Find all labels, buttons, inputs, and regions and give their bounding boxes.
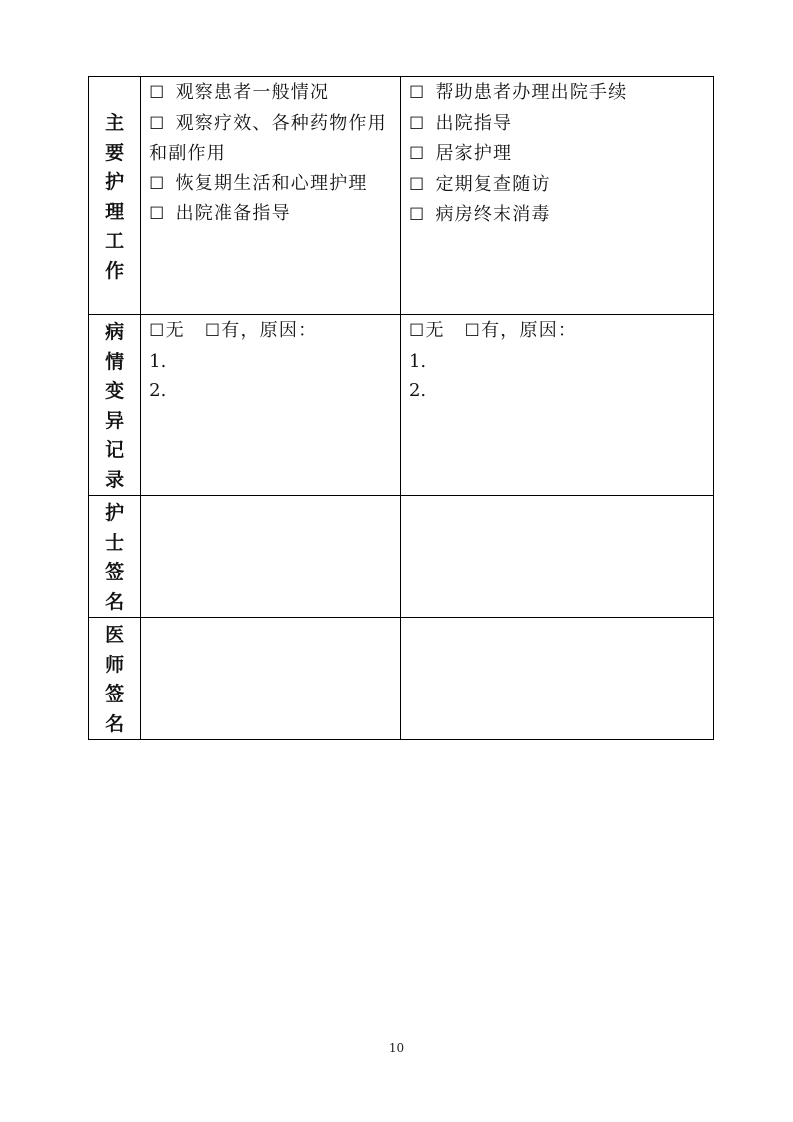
reason-item-2: 2. [408,380,427,401]
row-heading-cell [89,77,141,315]
checklist-item-label: 恢复期生活和心理护理 [175,172,368,194]
row-heading-cell [89,618,141,740]
reason-item-2: 2. [149,380,167,401]
checklist-item-label: 居家护理 [435,143,513,164]
checklist-item [149,199,394,230]
checklist-item [149,78,394,109]
row-heading-cell [89,315,141,496]
checklist-item-label: 观察疗效、各种药物作用和副作用 [149,112,387,164]
row-heading-cell [89,496,141,618]
empty-checkbox-icon[interactable]: ☐ [408,205,426,225]
checklist-item [409,78,707,109]
empty-checkbox-icon[interactable]: ☐ [408,83,426,103]
empty-checkbox-icon[interactable]: ☐ [149,173,166,194]
empty-checkbox-icon[interactable]: ☐ [408,321,426,341]
checklist-item-label: 病房终末消毒 [435,204,551,225]
yes-reason-label: 有，原因： [221,320,318,341]
main-nursing-right-cell [400,77,713,315]
yes-reason-label: 有，原因： [481,320,578,341]
checklist-item [409,200,707,231]
variance-choice-line [409,316,707,347]
empty-checkbox-icon[interactable]: ☐ [204,321,222,341]
row-heading-nurse-signature: 护士签名 [105,502,125,613]
checklist-item-label: 定期复查随访 [435,173,551,195]
row-heading-main-nursing: 主要护理工作 [105,112,125,282]
empty-checkbox-icon[interactable]: ☐ [149,321,166,341]
checklist-item [149,109,394,169]
checklist-item-label: 出院指导 [435,112,513,134]
page-number: 10 [388,1041,405,1055]
checklist-item [409,139,707,170]
checklist-item-label: 观察患者一般情况 [175,82,330,103]
row-heading-variance-record: 病情变异记录 [105,321,125,491]
variance-right-cell [400,315,713,496]
clinical-pathway-table [88,76,714,740]
main-nursing-row [89,77,714,315]
no-option-label: 无 [165,320,185,341]
nurse-signature-right-field[interactable] [400,496,713,618]
empty-checkbox-icon[interactable]: ☐ [408,113,426,134]
checklist-item [409,170,707,201]
checklist-item-label: 帮助患者办理出院手续 [435,82,628,103]
checklist-item-label: 出院准备指导 [175,203,291,224]
empty-checkbox-icon[interactable]: ☐ [464,321,482,341]
doctor-signature-left-field[interactable] [141,618,401,740]
doctor-signature-row [89,618,714,740]
empty-checkbox-icon[interactable]: ☐ [408,174,426,195]
checklist-item [149,169,394,200]
reason-item-1: 1. [149,350,167,372]
empty-checkbox-icon[interactable]: ☐ [408,144,426,164]
variance-left-cell [141,315,401,496]
main-nursing-left-cell [141,77,401,315]
reason-item-1: 1. [408,350,427,372]
nurse-signature-row [89,496,714,618]
empty-checkbox-icon[interactable]: ☐ [149,83,166,103]
nurse-signature-left-field[interactable] [141,496,401,618]
doctor-signature-right-field[interactable] [400,618,713,740]
variance-choice-line [149,316,394,347]
empty-checkbox-icon[interactable]: ☐ [149,204,166,224]
empty-checkbox-icon[interactable]: ☐ [149,113,166,134]
no-option-label: 无 [425,320,445,341]
variance-record-row [89,315,714,496]
checklist-item [409,109,707,140]
row-heading-doctor-signature: 医师签名 [105,624,125,735]
